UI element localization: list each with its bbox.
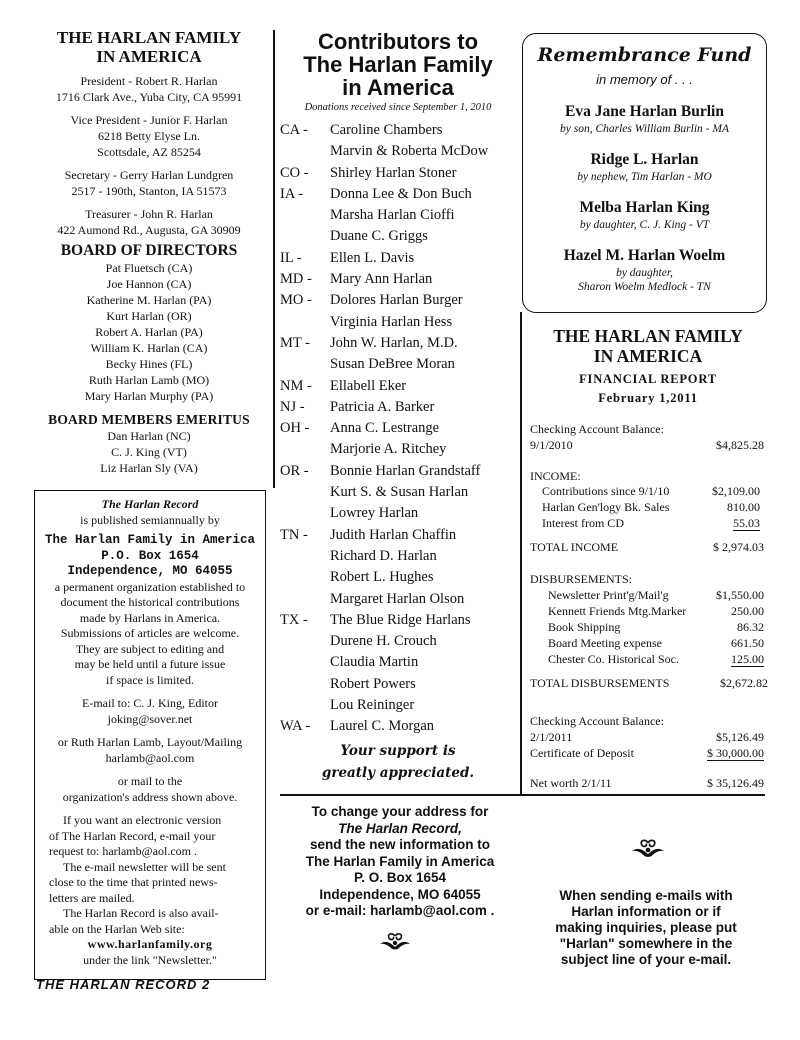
donor-row <box>278 418 518 439</box>
memorial-donor: by daughter, <box>616 267 673 279</box>
donor-name: Susan DeBree Moran <box>330 356 455 373</box>
donor-row <box>278 290 518 311</box>
donor-row <box>278 674 518 695</box>
board-member: Ruth Harlan Lamb (MO) <box>88 373 210 387</box>
financial-date: February 1,2011 <box>598 391 698 405</box>
donor-state: OR - <box>280 462 309 479</box>
board-member: Becky Hines (FL) <box>105 357 193 371</box>
donor-name: Dolores Harlan Burger <box>330 292 463 309</box>
record-publisher: The Harlan Family in America <box>44 533 256 547</box>
memorial-name: Ridge L. Harlan <box>590 151 699 168</box>
electronic-note: of The Harlan Record, e-mail your <box>49 828 216 843</box>
memorial-name: Hazel M. Harlan Woelm <box>563 247 726 264</box>
income-amount: 55.03 <box>733 516 760 530</box>
record-desc: document the historical contributions <box>60 595 240 609</box>
org-title-line2: IN AMERICA <box>96 47 202 66</box>
donor-name: Anna C. Lestrange <box>330 420 440 437</box>
editor-email-link[interactable]: joking@sover.net <box>107 711 193 726</box>
president-address: 1716 Clark Ave., Yuba City, CA 95991 <box>55 90 243 104</box>
donor-row <box>278 312 518 333</box>
donor-state: NM - <box>280 377 312 394</box>
president: President - Robert R. Harlan <box>80 74 218 88</box>
donor-row <box>278 376 518 397</box>
donor-row <box>278 333 518 354</box>
page-footer: THE HARLAN RECORD 2 <box>36 977 211 992</box>
memorial-name: Eva Jane Harlan Burlin <box>565 103 724 120</box>
mail-note: or mail to the <box>117 774 183 788</box>
donor-row <box>278 525 518 546</box>
emeritus-heading: BOARD MEMBERS EMERITUS <box>48 412 250 427</box>
contributors-section <box>278 29 518 781</box>
contributors-title: The Harlan Family <box>303 52 493 77</box>
donor-name: Bonnie Harlan Grandstaff <box>330 462 481 479</box>
vice-president-address-1: 6218 Betty Elyse Ln. <box>98 129 200 143</box>
record-desc: if space is limited. <box>106 672 194 687</box>
financial-title: THE HARLAN FAMILY <box>553 326 743 346</box>
secretary: Secretary - Gerry Harlan Lundgren <box>64 168 234 182</box>
record-city: Independence, MO 64055 <box>67 564 233 578</box>
income-amount: 810.00 <box>727 500 760 514</box>
ornament-icon <box>628 838 668 860</box>
donor-row <box>278 503 518 524</box>
total-disbursements-amount: $2,672.82 <box>720 676 768 690</box>
board-member: Kurt Harlan (OR) <box>106 309 192 323</box>
networth-amount: $ 35,126.49 <box>707 776 764 790</box>
record-desc: made by Harlans in America. <box>79 610 221 625</box>
donor-name: Kurt S. & Susan Harlan <box>330 484 469 501</box>
donor-row <box>278 461 518 482</box>
donor-name: Marjorie A. Ritchey <box>330 441 447 458</box>
income-label: Harlan Gen'logy Bk. Sales <box>542 500 670 514</box>
donor-row <box>278 567 518 588</box>
donor-name: Marvin & Roberta McDow <box>330 143 489 160</box>
change-address-email[interactable]: or e-mail: harlamb@aol.com . <box>305 903 495 918</box>
contributors-title: Contributors to <box>317 29 479 54</box>
donor-name: Virginia Harlan Hess <box>330 313 453 330</box>
donor-name: Shirley Harlan Stoner <box>330 164 457 181</box>
donor-name: Richard D. Harlan <box>330 547 437 564</box>
thanks-line: Your support is <box>340 743 456 759</box>
financial-title: IN AMERICA <box>593 346 703 366</box>
donor-name: Patricia A. Barker <box>330 398 435 415</box>
change-address-line: Independence, MO 64055 <box>319 886 481 902</box>
donor-name: Robert Powers <box>330 675 416 692</box>
income-heading: INCOME: <box>530 469 581 483</box>
donor-name: The Blue Ridge Harlans <box>330 611 471 628</box>
cd-amount: $ 30,000.00 <box>707 746 764 760</box>
checking-date: 9/1/2010 <box>530 438 573 452</box>
donor-name: Ellabell Eker <box>330 377 407 394</box>
thanks-line: greatly appreciated. <box>321 765 475 781</box>
mail-note: organization's address shown above. <box>62 789 238 804</box>
change-address-line: P. O. Box 1654 <box>353 870 447 885</box>
availability-note: The Harlan Record is also avail- <box>63 906 219 920</box>
contributors-subtitle: Donations received since September 1, 2010 <box>304 102 492 113</box>
donor-state: CA - <box>280 122 308 138</box>
donor-state: OH - <box>280 420 310 437</box>
electronic-note: If you want an electronic version <box>63 813 222 827</box>
contributors-title: in America <box>342 75 454 100</box>
record-desc: They are subject to editing and <box>75 641 225 656</box>
memorial-donor: Sharon Woelm Medlock - TN <box>578 281 711 293</box>
org-title-line1: THE HARLAN FAMILY <box>56 28 242 47</box>
record-pobox: P.O. Box 1654 <box>101 548 199 563</box>
disbursement-label: Chester Co. Historical Soc. <box>548 652 679 666</box>
donor-name: Robert L. Hughes <box>330 569 434 586</box>
donor-row <box>278 482 518 503</box>
thanks-message <box>278 740 518 784</box>
donor-state: TN - <box>280 526 308 543</box>
networth-label: Net worth 2/1/11 <box>530 776 612 790</box>
record-desc: Submissions of articles are welcome. <box>60 626 240 640</box>
record-info-box <box>34 490 266 980</box>
donor-state: MO - <box>280 292 312 309</box>
layout-email-link[interactable]: harlamb@aol.com <box>105 750 195 765</box>
change-address-line: send the new information to <box>309 837 490 852</box>
board-member: Joe Hannon (CA) <box>106 277 192 291</box>
email-instruction-line: Harlan information or if <box>571 904 721 919</box>
remembrance-subtitle: in memory of . . . <box>596 72 693 87</box>
donor-row <box>278 610 518 631</box>
donor-row <box>278 631 518 652</box>
donor-name: Caroline Chambers <box>330 122 443 138</box>
board-member: William K. Harlan (CA) <box>90 341 208 355</box>
donor-state: TX - <box>280 611 308 628</box>
donor-name: Margaret Harlan Olson <box>330 590 465 607</box>
donor-row <box>278 120 518 141</box>
treasurer: Treasurer - John R. Harlan <box>85 207 213 221</box>
donor-name: Durene H. Crouch <box>330 633 437 650</box>
income-label: Interest from CD <box>542 516 624 530</box>
website-link[interactable]: www.harlanfamily.org <box>87 937 213 951</box>
checking2-amount: $5,126.49 <box>716 730 764 744</box>
vice-president-address-2: Scottsdale, AZ 85254 <box>97 145 201 159</box>
donor-row <box>278 354 518 375</box>
cd-label: Certificate of Deposit <box>530 746 634 760</box>
donor-name: Claudia Martin <box>330 654 419 671</box>
donor-row <box>278 652 518 673</box>
donor-row <box>278 163 518 184</box>
board-member: Katherine M. Harlan (PA) <box>86 293 212 307</box>
emeritus-member: C. J. King (VT) <box>111 445 187 459</box>
donor-row <box>278 141 518 162</box>
donor-name: Mary Ann Harlan <box>330 271 433 288</box>
donor-row <box>278 439 518 460</box>
email-instruction-line: making inquiries, please put <box>555 920 737 935</box>
remembrance-fund-box <box>522 33 767 313</box>
disbursements-heading: DISBURSEMENTS: <box>530 572 633 586</box>
financial-subtitle: FINANCIAL REPORT <box>579 372 717 386</box>
donor-list <box>278 120 518 738</box>
disbursement-label: Book Shipping <box>548 620 621 634</box>
disbursement-label: Newsletter Print'g/Mail'g <box>548 588 669 602</box>
board-member: Pat Fluetsch (CA) <box>105 261 193 275</box>
email-instruction-line: "Harlan" somewhere in the <box>559 936 733 951</box>
donor-name: Duane C. Griggs <box>330 228 428 245</box>
disbursement-amount: 661.50 <box>731 636 764 650</box>
vice-president: Vice President - Junior F. Harlan <box>70 113 228 127</box>
donor-state: WA - <box>280 718 311 735</box>
newsletter-note: close to the time that printed news- <box>49 875 218 889</box>
change-address-line: To change your address for <box>311 804 489 819</box>
ornament-icon <box>376 932 414 952</box>
email-instruction-line: subject line of your e-mail. <box>560 952 732 967</box>
donor-row <box>278 205 518 226</box>
website-note: under the link "Newsletter." <box>83 952 217 967</box>
income-amount: $2,109.00 <box>712 484 760 498</box>
memorial-donor: by daughter, C. J. King - VT <box>579 219 710 231</box>
layout-contact-label: or Ruth Harlan Lamb, Layout/Mailing <box>57 735 243 749</box>
donor-name: Laurel C. Morgan <box>330 718 435 735</box>
disbursement-label: Board Meeting expense <box>548 636 662 650</box>
treasurer-address: 422 Aumond Rd., Augusta, GA 30909 <box>57 223 241 237</box>
donor-row <box>278 226 518 247</box>
board-member: Robert A. Harlan (PA) <box>95 325 203 339</box>
newsletter-note: letters are mailed. <box>49 890 135 905</box>
donor-row <box>278 695 518 716</box>
disbursement-label: Kennett Friends Mtg.Marker <box>548 604 687 618</box>
memorial-name: Melba Harlan King <box>579 199 710 216</box>
donor-row <box>278 269 518 290</box>
availability-note: able on the Harlan Web site: <box>49 921 185 936</box>
donor-row <box>278 716 518 737</box>
donor-row <box>278 184 518 205</box>
donor-state: MT - <box>280 334 310 351</box>
email-instructions <box>530 888 762 968</box>
emeritus-member: Liz Harlan Sly (VA) <box>100 461 198 475</box>
electronic-note: request to: harlamb@aol.com . <box>49 844 198 858</box>
total-income-amount: $ 2,974.03 <box>713 540 764 554</box>
editor-email-label: E-mail to: C. J. King, Editor <box>82 696 218 710</box>
donor-name: Ellen L. Davis <box>330 249 415 266</box>
emeritus-member: Dan Harlan (NC) <box>107 429 191 443</box>
officers-section <box>30 28 268 476</box>
change-address-line: The Harlan Record, <box>338 820 462 836</box>
donor-row <box>278 546 518 567</box>
disbursement-amount: 125.00 <box>731 652 764 666</box>
secretary-address: 2517 - 190th, Stanton, IA 51573 <box>71 184 227 198</box>
donor-row <box>278 248 518 269</box>
email-instruction-line: When sending e-mails with <box>559 888 733 903</box>
total-disbursements-label: TOTAL DISBURSEMENTS <box>530 676 670 690</box>
record-desc: a permanent organization established to <box>54 579 246 594</box>
disbursement-amount: $1,550.00 <box>716 588 764 602</box>
donor-name: Donna Lee & Don Buch <box>330 185 472 202</box>
memorial-donor: by son, Charles William Burlin - MA <box>560 123 729 135</box>
donor-row <box>278 397 518 418</box>
disbursement-amount: 86.32 <box>737 620 764 634</box>
donor-name: Lowrey Harlan <box>330 505 419 522</box>
remembrance-title: Remembrance Fund <box>537 44 752 66</box>
income-label: Contributions since 9/1/10 <box>542 484 670 498</box>
memorial-donor: by nephew, Tim Harlan - MO <box>577 171 712 183</box>
donor-state: NJ - <box>280 398 305 415</box>
left-column-divider <box>273 30 275 488</box>
donor-row <box>278 589 518 610</box>
checking2-label: Checking Account Balance: <box>530 714 664 728</box>
checking2-date: 2/1/2011 <box>530 730 573 744</box>
donor-name: Marsha Harlan Cioffi <box>330 207 455 224</box>
total-income-label: TOTAL INCOME <box>530 540 619 554</box>
newsletter-note: The e-mail newsletter will be sent <box>63 859 226 874</box>
donor-name: John W. Harlan, M.D. <box>330 334 458 351</box>
record-title: The Harlan Record <box>101 497 199 511</box>
financial-report <box>528 326 768 796</box>
donor-name: Judith Harlan Chaffin <box>330 526 457 543</box>
change-address-line: The Harlan Family in America <box>305 853 495 869</box>
donor-state: IA - <box>280 185 303 202</box>
checking-amount: $4,825.28 <box>716 438 764 452</box>
record-published: is published semiannually by <box>80 512 220 527</box>
disbursement-amount: 250.00 <box>731 604 764 618</box>
donor-state: CO - <box>280 164 309 181</box>
board-heading: BOARD OF DIRECTORS <box>60 242 238 259</box>
checking-label: Checking Account Balance: <box>530 422 664 436</box>
donor-state: IL - <box>280 249 302 266</box>
record-desc: may be held until a future issue <box>74 657 226 671</box>
middle-column-divider <box>520 312 522 794</box>
donor-state: MD - <box>280 271 312 288</box>
board-member: Mary Harlan Murphy (PA) <box>84 389 214 403</box>
donor-name: Lou Reininger <box>330 697 415 714</box>
change-address-notice <box>280 804 520 920</box>
